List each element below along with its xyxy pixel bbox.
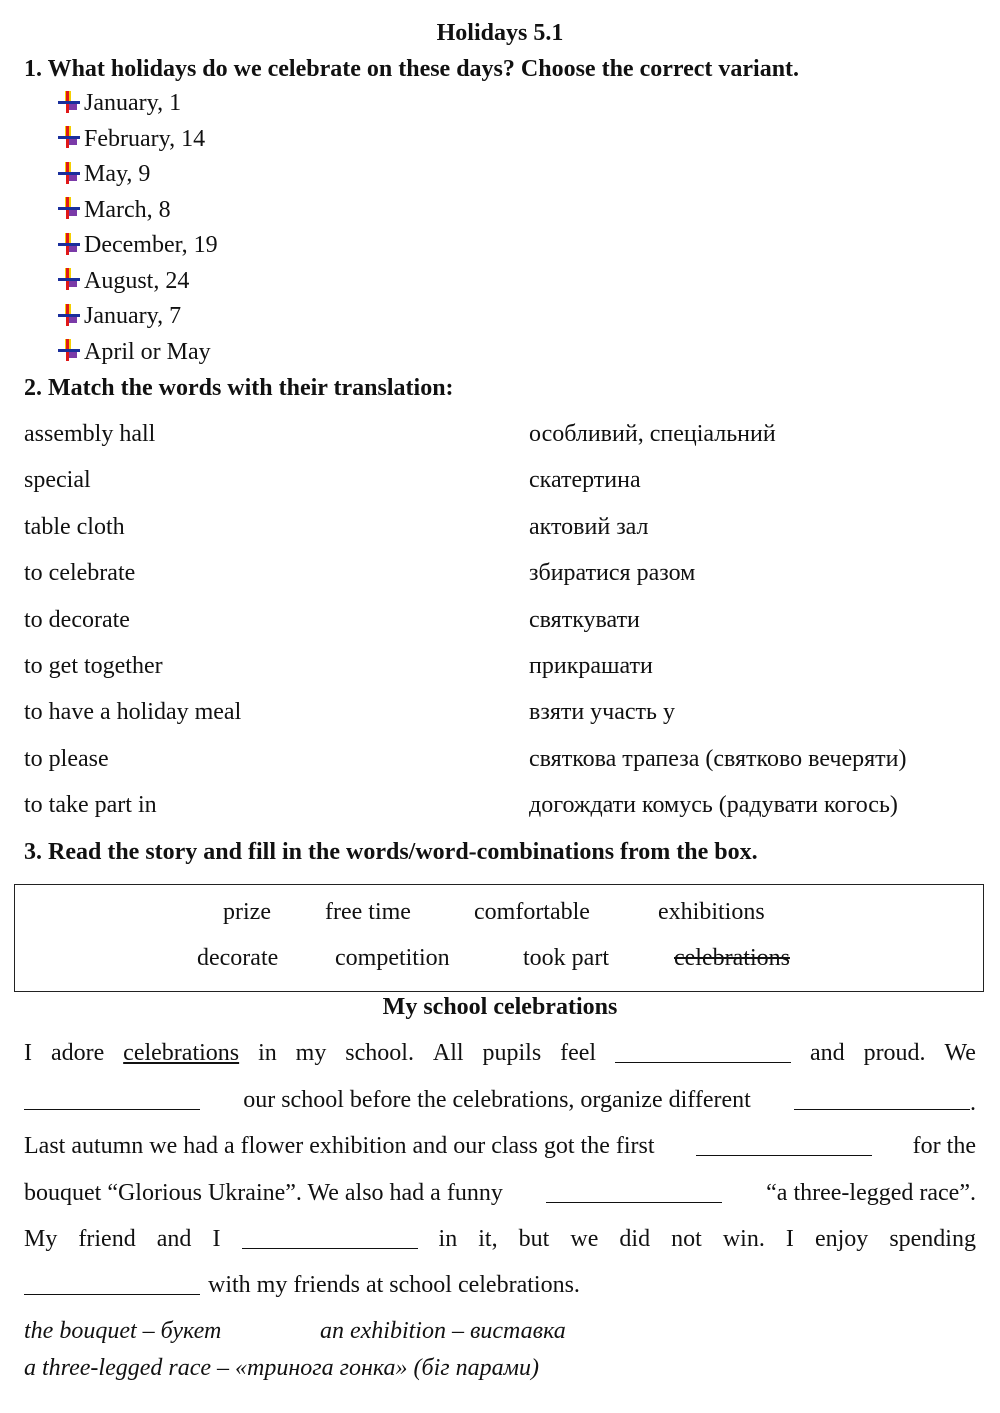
- word: but: [518, 1226, 550, 1252]
- word: win.: [722, 1226, 765, 1252]
- cross-bullet-icon: [56, 195, 82, 221]
- box-word-free-time: free time: [325, 899, 411, 925]
- holiday-date-label: January, 1: [84, 90, 182, 116]
- text-segment: for the: [912, 1133, 976, 1159]
- holiday-date-label: December, 19: [84, 232, 218, 258]
- holiday-date-item: [56, 303, 181, 330]
- word: not: [671, 1226, 702, 1252]
- english-word: table cloth: [24, 513, 125, 540]
- cross-bullet-icon: [56, 266, 82, 292]
- text-segment: “a three-legged race”.: [766, 1180, 976, 1206]
- english-word: to get together: [24, 653, 163, 679]
- word-box: [14, 884, 984, 992]
- answer-blank-6[interactable]: [242, 1226, 418, 1249]
- english-word: to have a holiday meal: [24, 699, 242, 726]
- answer-blank-3[interactable]: [794, 1087, 970, 1110]
- cross-bullet-icon: [56, 337, 82, 363]
- holiday-date-item: [56, 268, 189, 295]
- word: My: [24, 1226, 58, 1252]
- ukrainian-translation: особливий, спеціальний: [529, 421, 776, 447]
- ukrainian-translation: догождати комусь (радувати когось): [529, 792, 898, 819]
- box-word-comfortable: comfortable: [474, 899, 590, 925]
- word: I: [212, 1226, 221, 1252]
- holiday-date-item: [56, 161, 150, 188]
- box-word-took-part: took part: [523, 945, 609, 971]
- holiday-date-label: January, 7: [84, 303, 182, 329]
- q2-heading: 2. Match the words with their translation:: [24, 375, 454, 401]
- english-word: to decorate: [24, 606, 130, 633]
- word: feel: [560, 1040, 597, 1066]
- holiday-date-item: [56, 339, 211, 366]
- glossary-three-legged-race: a three-legged race – «тринога гонка» (біг парами): [24, 1355, 539, 1381]
- box-word-celebrations-used: celebrations: [674, 945, 790, 971]
- text-segment: with my friends at school celebrations.: [208, 1272, 580, 1298]
- text-segment: .: [969, 1090, 976, 1116]
- q1-heading: 1. What holidays do we celebrate on these days? Choose the correct variant.: [24, 56, 800, 82]
- text-segment: Last autumn we had a flower exhibition and our class got the first: [24, 1133, 655, 1159]
- word: pupils: [482, 1040, 542, 1066]
- filled-answer-celebrations: celebrations: [123, 1040, 240, 1066]
- page-title: Holidays 5.1: [436, 20, 564, 46]
- holiday-date-item: [56, 90, 181, 117]
- answer-blank-5[interactable]: [546, 1180, 722, 1203]
- q3-heading: 3. Read the story and fill in the words/word-combinations from the box.: [24, 839, 758, 865]
- answer-blank-2[interactable]: [24, 1087, 200, 1110]
- text-segment: bouquet “Glorious Ukraine”. We also had a funny: [24, 1180, 503, 1206]
- ukrainian-translation: святкова трапеза (святково вечеряти): [529, 745, 907, 772]
- english-word: to take part in: [24, 792, 157, 819]
- answer-blank-4[interactable]: [696, 1133, 872, 1156]
- word: in: [438, 1226, 458, 1252]
- word: friend: [78, 1226, 136, 1252]
- story-line-3: [24, 1133, 976, 1160]
- word: I: [785, 1226, 794, 1252]
- word: school.: [345, 1040, 414, 1066]
- english-word: to celebrate: [24, 560, 136, 587]
- holiday-date-label: February, 14: [84, 125, 206, 152]
- english-word: special: [24, 467, 91, 494]
- word: and: [156, 1226, 192, 1252]
- word: and: [809, 1040, 845, 1066]
- ukrainian-translation: актовий зал: [529, 513, 649, 540]
- holiday-date-label: March, 8: [84, 196, 171, 223]
- ukrainian-translation: скатертина: [529, 467, 641, 494]
- ukrainian-translation: прикрашати: [529, 653, 653, 679]
- word: it,: [478, 1226, 498, 1252]
- holiday-date-item: [56, 126, 205, 153]
- ukrainian-translation: святкувати: [529, 606, 640, 633]
- ukrainian-translation: взяти участь у: [529, 699, 675, 726]
- word: did: [619, 1226, 651, 1252]
- box-word-exhibitions: exhibitions: [658, 899, 765, 925]
- holiday-date-label: August, 24: [84, 267, 190, 294]
- box-word-decorate: decorate: [197, 945, 279, 971]
- english-word: assembly hall: [24, 421, 156, 447]
- holiday-date-item: [56, 197, 171, 224]
- story-line-1: [24, 1040, 976, 1067]
- cross-bullet-icon: [56, 124, 82, 150]
- cross-bullet-icon: [56, 160, 82, 186]
- story-line-6: [24, 1272, 976, 1299]
- english-word: to please: [24, 745, 109, 772]
- story-line-5: [24, 1226, 976, 1253]
- box-word-competition: competition: [335, 945, 450, 971]
- answer-blank-1[interactable]: [615, 1040, 791, 1063]
- box-word-prize: prize: [223, 899, 271, 925]
- word: We: [944, 1040, 976, 1066]
- holiday-date-item: [56, 232, 218, 259]
- holiday-date-label: May, 9: [84, 161, 151, 187]
- answer-blank-7[interactable]: [24, 1272, 200, 1295]
- word: I: [24, 1040, 32, 1066]
- word: spending: [889, 1226, 976, 1252]
- word: enjoy: [814, 1226, 869, 1252]
- glossary-exhibition: an exhibition – виставка: [320, 1318, 566, 1344]
- holiday-date-label: April or May: [84, 338, 211, 365]
- story-line-4: [24, 1180, 976, 1207]
- word: we: [570, 1226, 599, 1252]
- word: my: [295, 1040, 327, 1066]
- cross-bullet-icon: [56, 231, 82, 257]
- word: proud.: [863, 1040, 926, 1066]
- ukrainian-translation: збиратися разом: [529, 560, 696, 587]
- word: All: [432, 1040, 464, 1066]
- text-segment: our school before the celebrations, organize different: [243, 1087, 751, 1113]
- word: adore: [50, 1040, 105, 1066]
- word: in: [258, 1040, 277, 1066]
- glossary-bouquet: the bouquet – букет: [24, 1318, 222, 1344]
- story-line-2: [24, 1087, 976, 1117]
- cross-bullet-icon: [56, 89, 82, 115]
- cross-bullet-icon: [56, 302, 82, 328]
- story-title: My school celebrations: [382, 994, 618, 1020]
